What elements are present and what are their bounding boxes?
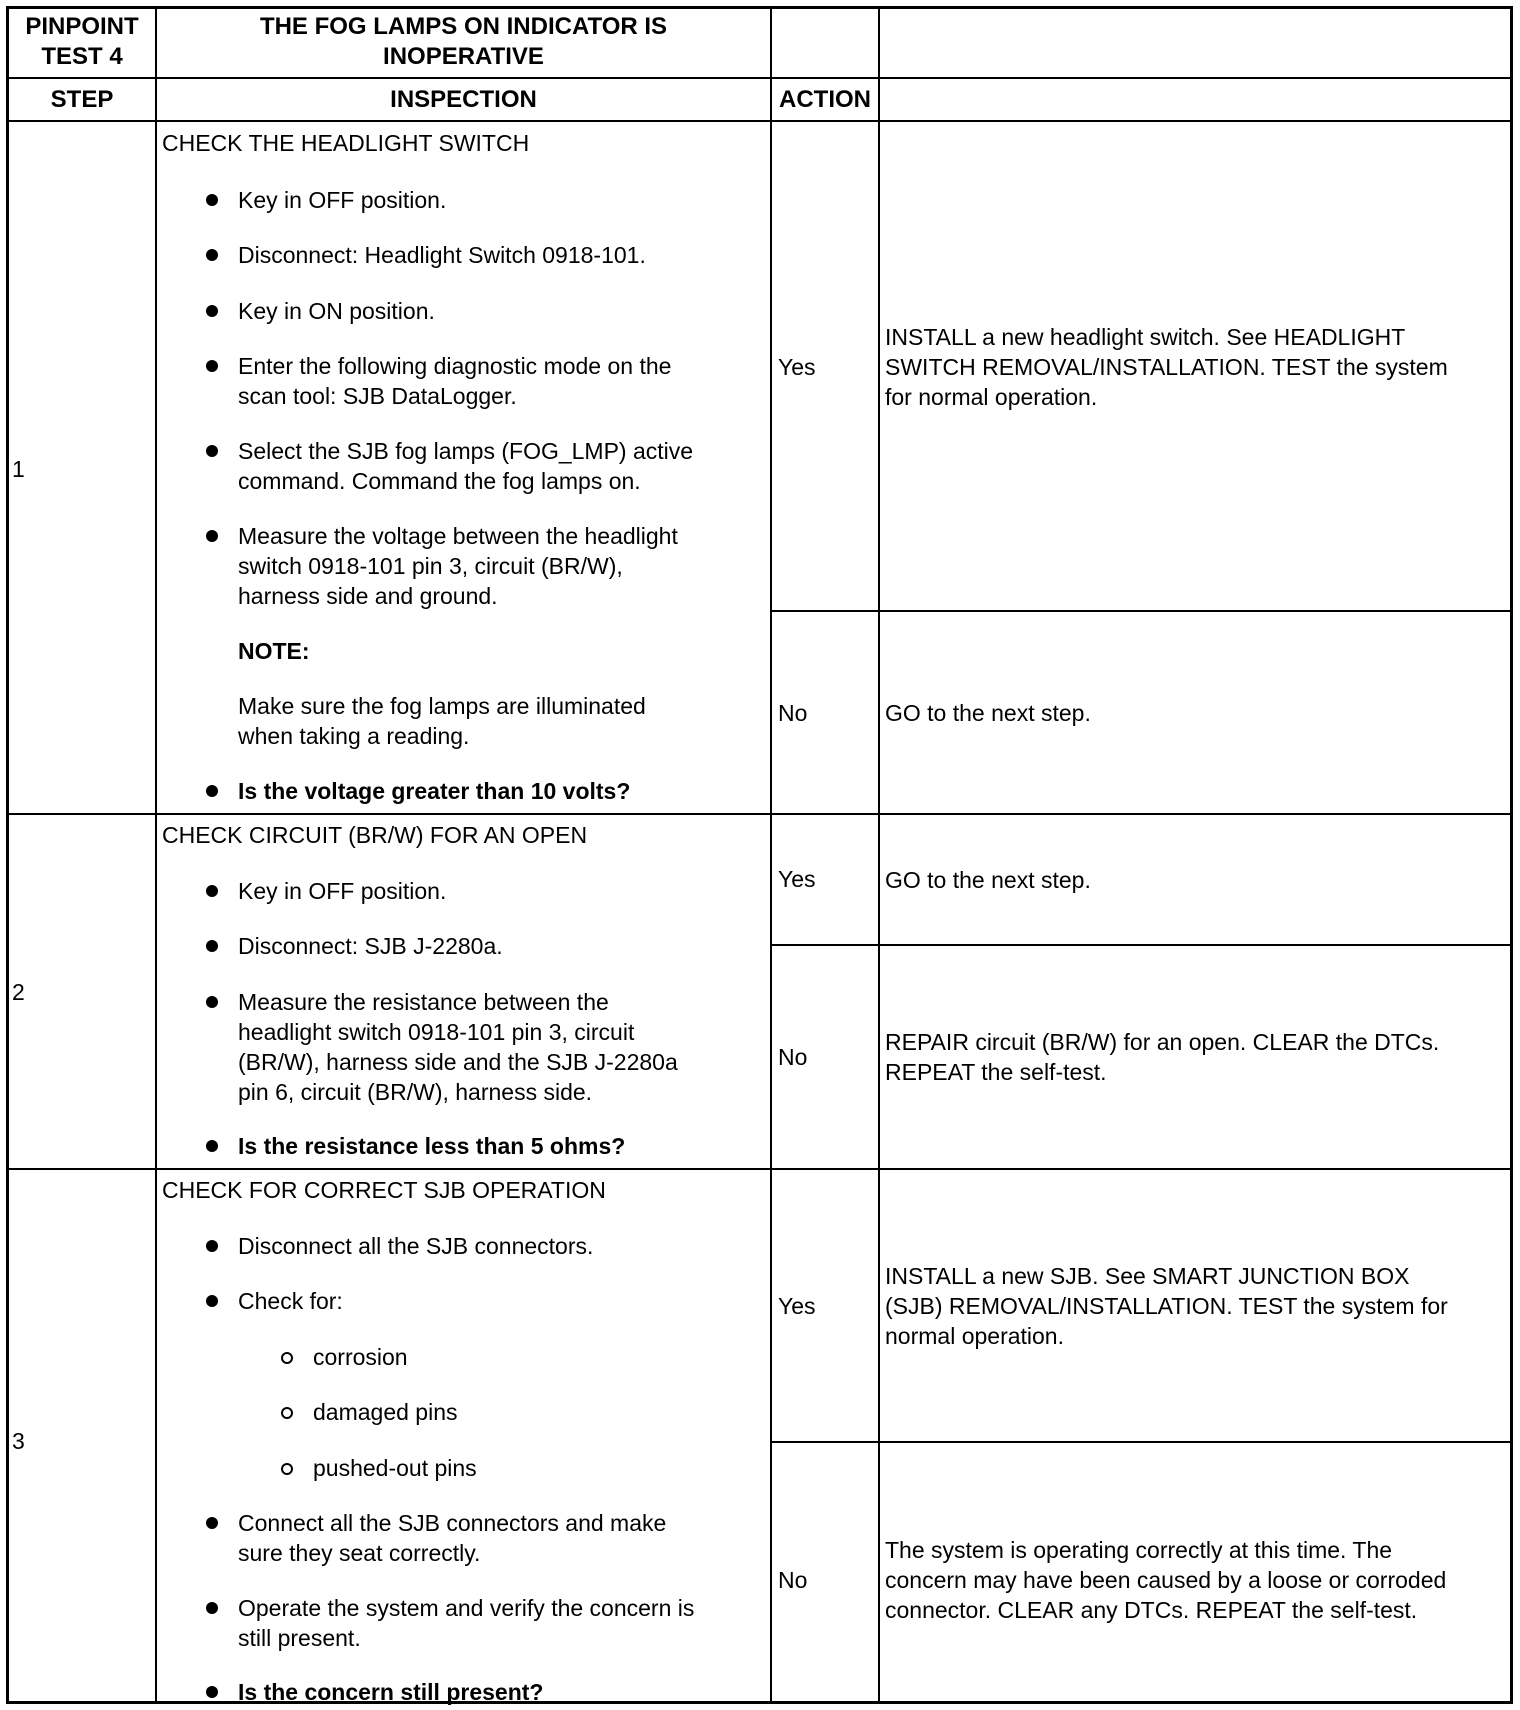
step-title: CHECK CIRCUIT (BR/W) FOR AN OPEN [162,822,588,848]
row-divider [6,77,1513,79]
bullet-icon [206,940,218,952]
bullet-icon [206,1295,218,1307]
step-number: 3 [12,1428,25,1454]
column-divider [770,6,772,1704]
step-number: 1 [12,456,25,482]
note-label: NOTE: [238,638,310,664]
answer-no: No [778,1044,808,1070]
step-title: CHECK THE HEADLIGHT SWITCH [162,130,530,156]
action-text: The system is operating correctly at this time. The concern may have been caused by a loose or corroded connector. CLEAR any DTCs. REPEAT the self-test. [885,1537,1447,1623]
action-text: GO to the next step. [885,867,1091,893]
bullet-icon [206,1140,218,1152]
column-header-action: ACTION [779,86,871,113]
row-divider [770,610,1513,612]
bullet-icon [206,194,218,206]
step-title: CHECK FOR CORRECT SJB OPERATION [162,1177,606,1203]
bullet-icon [206,530,218,542]
answer-yes: Yes [778,354,816,380]
column-divider [878,6,880,1704]
bullet-icon [206,885,218,897]
answer-yes: Yes [778,1293,816,1319]
pinpoint-test-table [6,6,1513,1704]
column-header-inspection: INSPECTION [390,86,537,113]
action-text: INSTALL a new headlight switch. See HEADLIGHT SWITCH REMOVAL/INSTALLATION. TEST the system for normal operation. [885,324,1448,410]
bullet-icon [206,1686,218,1698]
bullet-icon [206,1517,218,1529]
bullet-icon [206,1602,218,1614]
answer-no: No [778,1567,808,1593]
circle-bullet-icon [281,1407,293,1419]
row-divider [6,120,1513,122]
test-title: THE FOG LAMPS ON INDICATOR IS INOPERATIVE [259,13,668,70]
bullet-icon [206,360,218,372]
bullet-icon [206,996,218,1008]
bullet-icon [206,249,218,261]
answer-yes: Yes [778,866,816,892]
row-divider [6,813,1513,815]
row-divider [6,1168,1513,1170]
bullet-icon [206,445,218,457]
step-number: 2 [12,979,25,1005]
row-divider [770,1441,1513,1443]
bullet-icon [206,785,218,797]
bullet-icon [206,1240,218,1252]
test-label: PINPOINT TEST 4 [25,13,139,70]
circle-bullet-icon [281,1352,293,1364]
row-divider [770,944,1513,946]
note-text: Make sure the fog lamps are illuminated when taking a reading. [238,693,646,749]
bullet-icon [206,305,218,317]
action-text: INSTALL a new SJB. See SMART JUNCTION BOX (SJB) REMOVAL/INSTALLATION. TEST the system for normal operation. [885,1263,1448,1349]
circle-bullet-icon [281,1463,293,1475]
answer-no: No [778,700,808,726]
column-header-step: STEP [50,86,114,113]
column-divider [155,6,157,1704]
action-text: GO to the next step. [885,700,1091,726]
action-text: REPAIR circuit (BR/W) for an open. CLEAR the DTCs. REPEAT the self-test. [885,1029,1440,1085]
